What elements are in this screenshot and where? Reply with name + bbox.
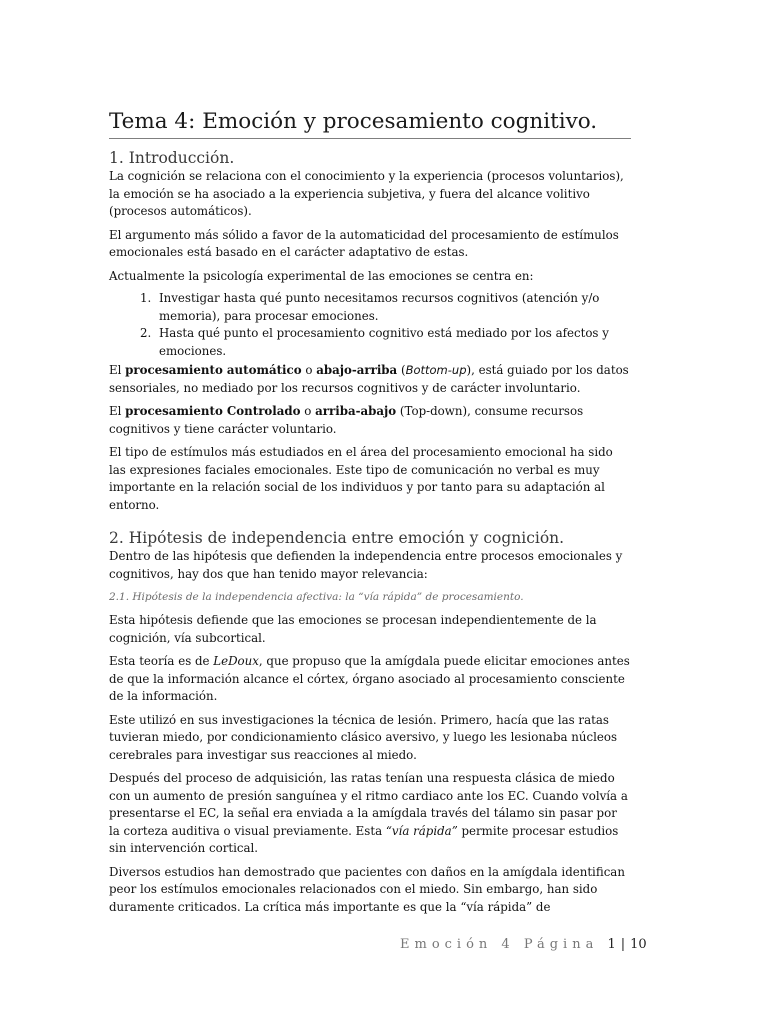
document-title: Tema 4: Emoción y procesamiento cognitivo. [109,107,631,139]
italic-term: Bottom-up [405,363,467,377]
bold-term: arriba-abajo [315,404,397,418]
italic-term: “vía rápida” [385,823,458,838]
bold-term: abajo-arriba [316,363,398,377]
page-number: 1 [607,937,616,952]
list-item: 1. Investigar hasta qué punto necesitamos recursos cognitivos (atención y/o memoria), para procesar emociones. [155,290,631,325]
footer-label: Emoción 4 Página [400,937,599,952]
paragraph: La cognición se relaciona con el conocimiento y la experiencia (procesos voluntarios), la emoción se ha asociado a la experiencia subjetiva, y fuera del alcance volitivo (procesos automáticos). [109,169,624,218]
paragraph [109,362,631,397]
paragraph: Diversos estudios han demostrado que pacientes con daños en la amígdala identifican peor los estímulos emocionales relacionados con el miedo. Sin embargo, han sido duramente criticados. La crítica más importante es que la “vía rápida” de [109,864,625,914]
italic-term: LeDoux [213,654,259,668]
paragraph: Actualmente la psicología experimental de las emociones se centra en: [109,268,534,283]
text-run: (Top-down), consume recursos cognitivos y tiene carácter voluntario. [109,404,584,436]
numbered-list [109,290,631,360]
bold-term: procesamiento Controlado [125,404,301,418]
subsection-heading: 2.1. Hipótesis de la independencia afectiva: la “vía rápida” de procesamiento. [109,591,524,603]
page-footer [400,937,647,952]
page-total: 10 [630,937,647,952]
text-run: ), está guiado por los datos sensoriales, no mediado por los recursos cognitivos y de carácter involuntario. [109,363,629,395]
paragraph: El argumento más sólido a favor de la automaticidad del procesamiento de estímulos emocionales está basado en el carácter adaptativo de estas. [109,227,619,259]
text-run: , que propuso que la amígdala puede elicitar emociones antes de que la información alcance el córtex, órgano asociado al procesamiento consciente de la información. [109,654,630,703]
list-item: 2. Hasta qué punto el procesamiento cognitivo está mediado por los afectos y emociones. [155,325,631,360]
section-2-heading: 2. Hipótesis de independencia entre emoción y cognición. [109,529,565,547]
text-run: o [301,363,317,377]
text-run: El [109,404,126,418]
paragraph: Esta hipótesis defiende que las emociones se procesan independientemente de la cognición, vía subcortical. [109,613,597,645]
paragraph [109,653,631,706]
text-run: Esta teoría es de [109,654,214,668]
text-run: Después del proceso de adquisición, las ratas tenían una respuesta clásica de miedo con un aumento de presión sanguínea y el ritmo cardiaco ante los EC. Cuando volvía a presentarse el EC, la señal era enviada a la amígdala través del tálamo sin pasar por la corteza auditiva o visual previamente. Esta [109,771,628,838]
paragraph [109,770,631,858]
page-content [109,107,631,922]
bold-term: procesamiento automático [125,363,302,377]
text-run: permite procesar estudios sin intervención cortical. [109,823,619,855]
text-run: El [109,363,126,377]
paragraph: Dentro de las hipótesis que defienden la independencia entre procesos emocionales y cognitivos, hay dos que han tenido mayor relevancia: [109,549,623,581]
paragraph: Este utilizó en sus investigaciones la técnica de lesión. Primero, hacía que las ratas tuvieran miedo, por condicionamiento clásico aversivo, y luego les lesionaba núcleos cerebrales para investigar sus reacciones al miedo. [109,712,617,762]
footer-separator: | [620,937,626,952]
section-1-heading: 1. Introducción. [109,149,235,167]
text-run: ( [397,363,406,377]
text-run: o [300,404,316,418]
paragraph [109,403,631,438]
paragraph: El tipo de estímulos más estudiados en el área del procesamiento emocional ha sido las expresiones faciales emocionales. Este tipo de comunicación no verbal es muy importante en la relación social de los individuos y por tanto para su adaptación al entorno. [109,445,613,512]
